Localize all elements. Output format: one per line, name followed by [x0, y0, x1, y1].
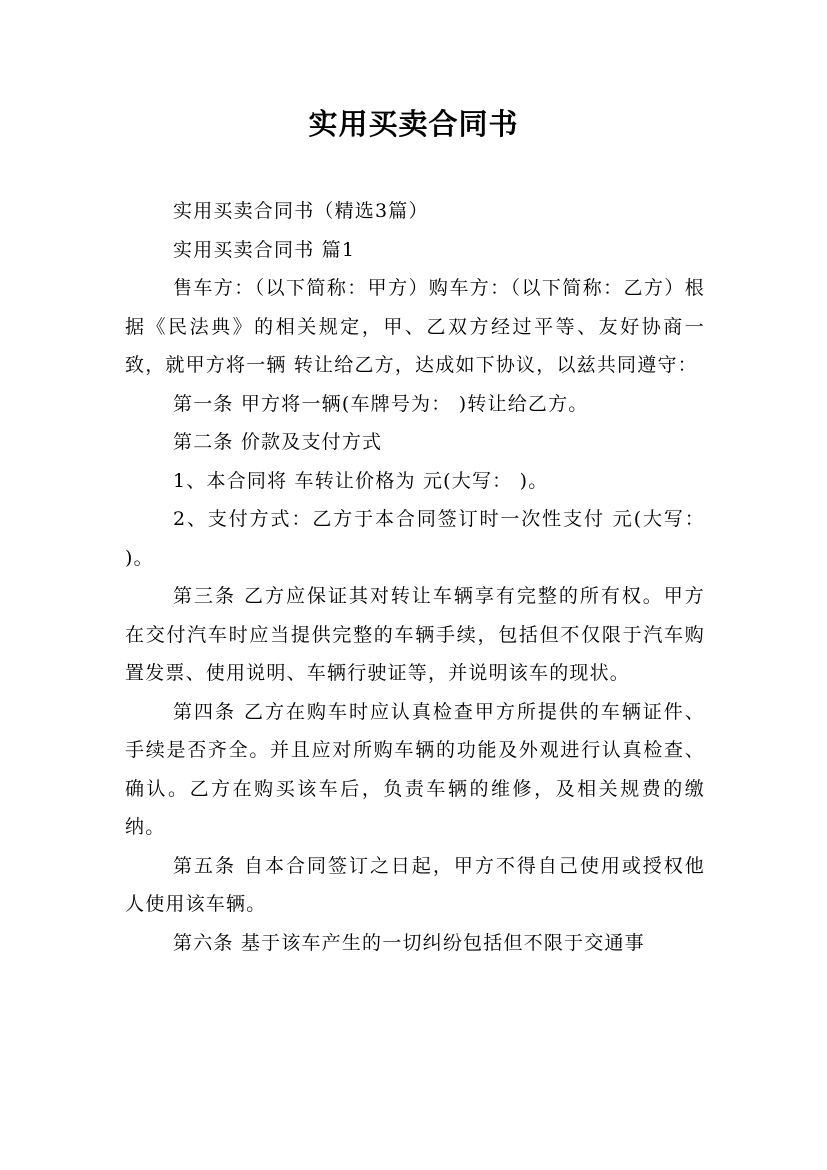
- paragraph-subtitle: 实用买卖合同书（精选3篇）: [173, 200, 429, 222]
- paragraph-article-2-item-2: 2、支付方式：乙方于本合同签订时一次性支付 元(大写： )。: [125, 508, 705, 569]
- paragraph-article-1: 第一条 甲方将一辆(车牌号为： )转让给乙方。: [173, 392, 589, 415]
- paragraph-section-heading: 实用买卖合同书 篇1: [173, 238, 356, 261]
- paragraph-article-2-item-1: 1、本合同将 车转让价格为 元(大写： )。: [173, 469, 549, 492]
- paragraph-article-3: 第三条 乙方应保证其对转让车辆享有完整的所有权。甲方在交付汽车时应当提供完整的车辆手续，包括但不仅限于汽车购置发票、使用说明、车辆行驶证等，并说明该车的现状。: [125, 585, 705, 684]
- paragraph-article-2: 第二条 价款及支付方式: [173, 431, 383, 453]
- paragraph-parties: 售车方：（以下简称：甲方）购车方：（以下简称：乙方）根据《民法典》的相关规定，甲、乙双方经过平等、友好协商一致，就甲方将一辆 转让给乙方，达成如下协议，以兹共同遵守：: [125, 277, 705, 376]
- paragraph-article-4: 第四条 乙方在购车时应认真检查甲方所提供的车辆证件、手续是否齐全。并且应对所购车辆的功能及外观进行认真检查、确认。乙方在购买该车后，负责车辆的维修，及相关规费的缴纳。: [125, 700, 705, 838]
- paragraph-article-5: 第五条 自本合同签订之日起，甲方不得自己使用或授权他人使用该车辆。: [125, 854, 705, 915]
- document-body: [125, 192, 705, 962]
- paragraph-article-6: 第六条 基于该车产生的一切纠纷包括但不限于交通事: [173, 931, 645, 954]
- document-title: 实用买卖合同书: [308, 107, 519, 141]
